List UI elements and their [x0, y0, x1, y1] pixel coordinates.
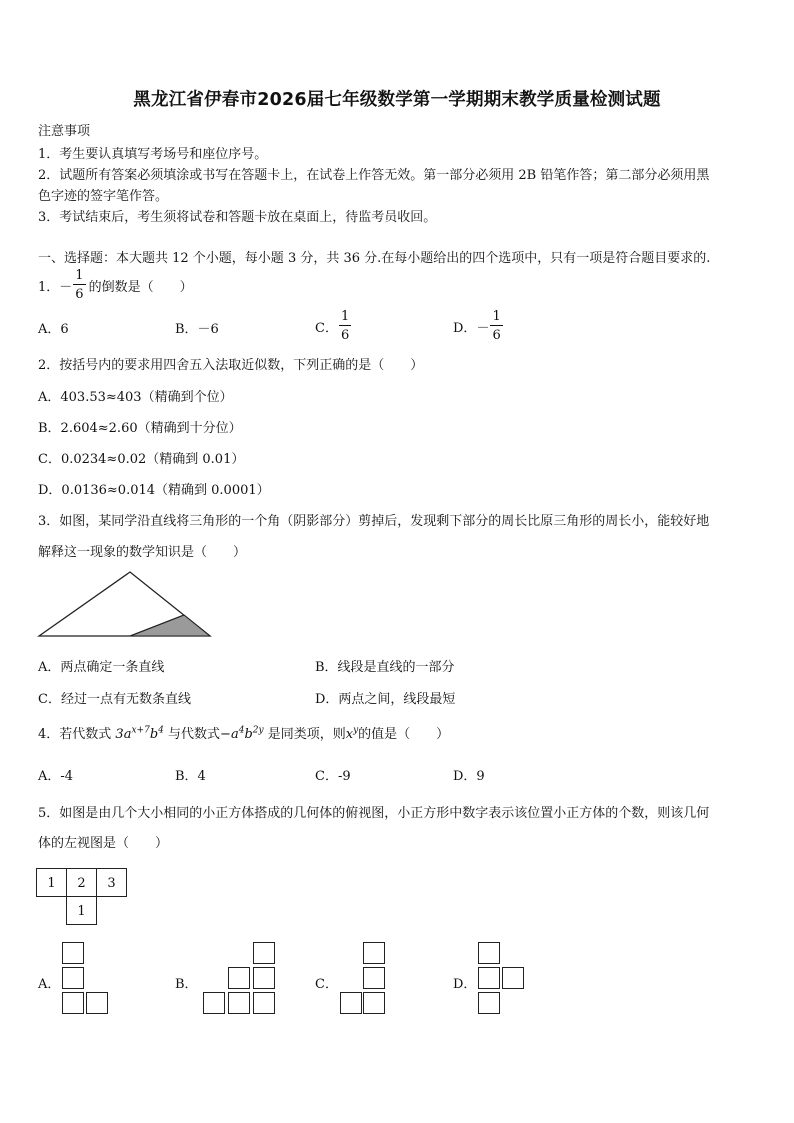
cube-cell	[363, 942, 385, 964]
cube-cell	[62, 967, 84, 989]
q1-frac-num: 1	[75, 268, 84, 283]
cube-cell	[62, 992, 84, 1014]
q4-mid: 与代数式	[168, 727, 221, 742]
q4-expr1-a: a	[123, 727, 132, 742]
note-item-2: 2．试题所有答案必须填涂或书写在答题卡上，在试卷上作答无效。第一部分必须用 2B 铅笔作答；第二部分必须用黑	[38, 168, 710, 183]
q1-option-d	[453, 306, 506, 346]
q1-c-num: 1	[340, 309, 350, 324]
cube-cell	[62, 942, 84, 964]
q4-expr1-aexp: x+7	[131, 725, 150, 736]
q4-expr2-b: b	[244, 727, 253, 742]
q1-c-label: C．	[315, 320, 338, 336]
q2-option-b: B．2.604≈2.60（精确到十分位）	[38, 421, 242, 436]
q1-d-den: 6	[492, 328, 501, 343]
grid-cell-1: 1	[36, 868, 67, 897]
q4-var-base: x	[345, 727, 354, 742]
question-3-stem: 3．如图，某同学沿直线将三角形的一个角（阴影部分）剪掉后，发现剩下部分的周长比原三角形的周长小，能较好地	[38, 514, 710, 529]
grid-cell-2: 2	[66, 868, 97, 897]
q1-d-label: D．	[453, 320, 477, 336]
q4-var	[346, 727, 358, 742]
question-5-stem: 5．如图是由几个大小相同的小正方体搭成的几何体的俯视图，小正方形中数字表示该位置小正方体的个数，则该几何	[38, 806, 710, 821]
cube-cell	[502, 967, 524, 989]
q4-post1: 是同类项，则	[267, 727, 346, 742]
q4-var-exp: y	[353, 725, 359, 736]
question-1-stem	[38, 265, 193, 305]
question-3-stem-cont: 解释这一现象的数学知识是（ ）	[38, 545, 247, 560]
q1-d-num: 1	[492, 309, 501, 324]
q4-option-c: C．-9	[315, 769, 351, 784]
q3-option-b: B．线段是直线的一部分	[315, 660, 455, 675]
q2-option-c: C．0.0234≈0.02（精确到 0.01）	[38, 452, 245, 467]
q1-stem-text: 的倒数是（ ）	[88, 279, 193, 295]
notes-heading: 注意事项	[38, 124, 91, 139]
q1-d-sign: －	[476, 320, 490, 336]
page-title: 黑龙江省伊春市2026届七年级数学第一学期期末教学质量检测试题	[133, 90, 661, 110]
cube-cell	[478, 942, 500, 964]
q3-option-a: A．两点确定一条直线	[38, 660, 165, 675]
q1-c-fraction	[339, 310, 351, 342]
q4-expr1-bexp: 4	[158, 725, 164, 736]
q5-option-c-label: C．	[315, 977, 338, 992]
q1-option-b: B．－6	[175, 322, 219, 337]
cube-cell	[363, 992, 385, 1014]
grid-cell-3: 3	[96, 868, 127, 897]
cube-cell	[253, 942, 275, 964]
section-heading: 一、选择题：本大题共 12 个小题，每小题 3 分，共 36 分.在每小题给出的四个选项中，只有一项是符合题目要求的.	[38, 251, 711, 266]
grid-cell-4: 1	[66, 896, 97, 925]
cube-cell	[363, 967, 385, 989]
q1-d-fraction	[490, 310, 502, 342]
q4-expr1-coef: 3	[115, 727, 124, 742]
q4-expr1	[115, 727, 163, 742]
q4-option-a: A．-4	[38, 769, 74, 784]
q4-pre: 4．若代数式	[38, 727, 112, 742]
note-item-1: 1．考生要认真填写考场号和座位序号。	[38, 147, 268, 162]
question-2-stem: 2．按括号内的要求用四舍五入法取近似数，下列正确的是（ ）	[38, 358, 424, 373]
question-5-stem-cont: 体的左视图是（ ）	[38, 836, 169, 851]
cube-cell	[253, 992, 275, 1014]
q4-expr2-aexp: 4	[238, 725, 245, 736]
q5-option-b-label: B．	[175, 977, 198, 992]
note-item-3: 3．考试结束后，考生须将试卷和答题卡放在桌面上，待监考员收回。	[38, 210, 437, 225]
q1-option-c	[315, 306, 354, 346]
q1-fraction	[73, 269, 85, 301]
question-4-stem	[38, 723, 449, 742]
q1-c-den: 6	[340, 328, 350, 343]
q1-option-a: A．6	[38, 322, 69, 337]
note-item-2-cont: 色字迹的签字笔作答。	[38, 189, 169, 204]
q5-option-d-label: D．	[453, 977, 477, 992]
cube-cell	[86, 992, 108, 1014]
cube-cell	[203, 992, 225, 1014]
q4-option-b: B．4	[175, 769, 206, 784]
q4-post2: 的值是（ ）	[358, 727, 450, 742]
cube-cell	[253, 967, 275, 989]
q4-expr2	[220, 727, 264, 742]
q4-expr2-a: a	[230, 727, 239, 742]
q3-option-d: D．两点之间，线段最短	[315, 692, 456, 707]
q5-option-a-label: A．	[38, 977, 61, 992]
q4-expr2-bexp: 2y	[252, 725, 264, 736]
q4-option-d: D．9	[453, 769, 485, 784]
q4-expr2-sign: −	[220, 727, 231, 742]
q3-option-c: C．经过一点有无数条直线	[38, 692, 191, 707]
q2-option-a: A．403.53≈403（精确到个位）	[38, 390, 233, 405]
q1-frac-den: 6	[75, 287, 84, 302]
q2-option-d: D．0.0136≈0.014（精确到 0.0001）	[38, 483, 270, 498]
cube-cell	[340, 992, 362, 1014]
cube-cell	[228, 967, 250, 989]
cube-cell	[228, 992, 250, 1014]
q1-sign: －	[59, 279, 73, 295]
shaded-corner	[130, 615, 210, 636]
triangle-figure	[36, 568, 216, 640]
cube-cell	[478, 992, 500, 1014]
cube-cell	[478, 967, 500, 989]
q4-expr1-b: b	[149, 727, 159, 742]
q1-number: 1．	[38, 279, 60, 295]
